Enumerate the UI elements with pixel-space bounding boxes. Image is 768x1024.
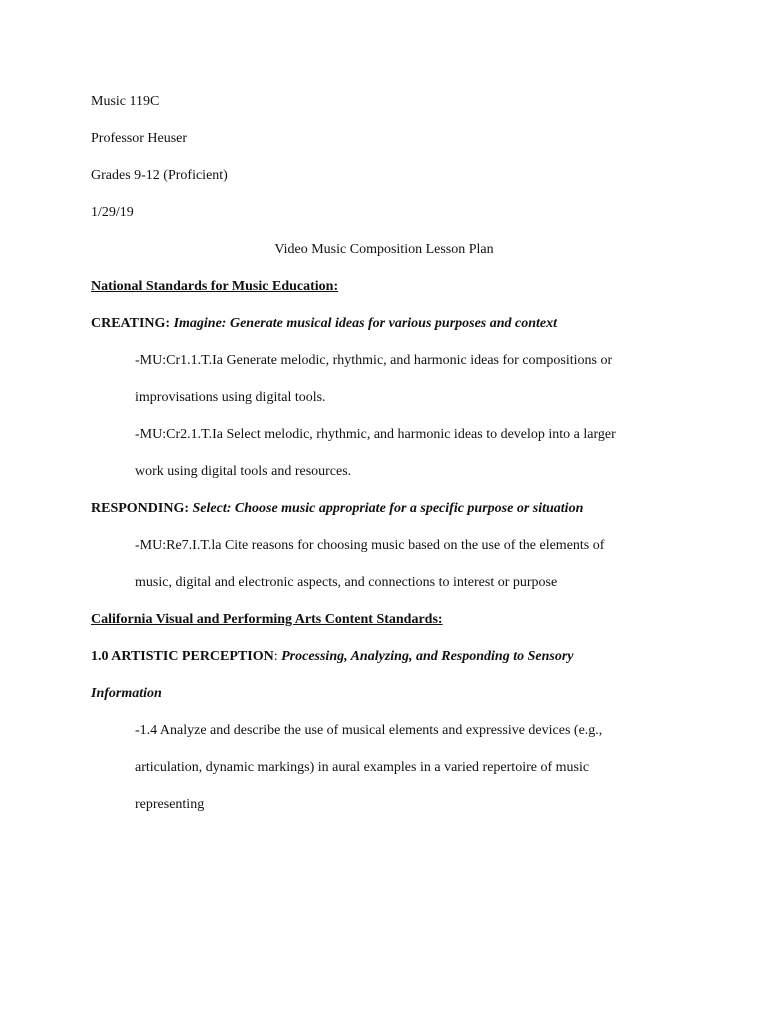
creating-item-1-line-1: -MU:Cr1.1.T.Ia Generate melodic, rhythmic, and harmonic ideas for compositions or <box>135 353 613 368</box>
creating-heading <box>91 315 557 333</box>
perception-item-1-line-3: representing <box>135 797 205 812</box>
professor-name: Professor Heuser <box>91 131 188 146</box>
creating-label: CREATING: <box>91 316 171 331</box>
creating-subtitle: Imagine: Generate musical ideas for various purposes and context <box>173 316 558 331</box>
artistic-perception-subtitle: Processing, Analyzing, and Responding to Sensory <box>281 649 574 664</box>
responding-item-1-line-1: -MU:Re7.I.T.la Cite reasons for choosing music based on the use of the elements of <box>135 538 605 553</box>
artistic-perception-subtitle-continued: Information <box>91 686 162 701</box>
responding-label: RESPONDING: <box>91 501 190 516</box>
grade-level: Grades 9-12 (Proficient) <box>91 168 228 183</box>
artistic-perception-label: 1.0 ARTISTIC PERCEPTION <box>91 649 274 664</box>
responding-subtitle: Select: Choose music appropriate for a specific purpose or situation <box>192 501 584 516</box>
artistic-perception-heading <box>91 648 573 666</box>
course-name: Music 119C <box>91 94 160 109</box>
responding-item-1-line-2: music, digital and electronic aspects, and connections to interest or purpose <box>135 575 558 590</box>
document-title: Video Music Composition Lesson Plan <box>274 242 494 257</box>
document-date: 1/29/19 <box>91 205 134 220</box>
responding-heading <box>91 500 583 518</box>
creating-item-1-line-2: improvisations using digital tools. <box>135 390 326 405</box>
perception-item-1-line-1: -1.4 Analyze and describe the use of musical elements and expressive devices (e.g., <box>135 723 603 738</box>
creating-item-2-line-2: work using digital tools and resources. <box>135 464 352 479</box>
creating-item-2-line-1: -MU:Cr2.1.T.Ia Select melodic, rhythmic, and harmonic ideas to develop into a larger <box>135 427 616 442</box>
artistic-perception-colon: : <box>273 649 278 664</box>
perception-item-1-line-2: articulation, dynamic markings) in aural examples in a varied repertoire of music <box>135 760 590 775</box>
national-standards-heading: National Standards for Music Education: <box>91 279 339 294</box>
california-standards-heading: California Visual and Performing Arts Content Standards: <box>91 612 443 627</box>
